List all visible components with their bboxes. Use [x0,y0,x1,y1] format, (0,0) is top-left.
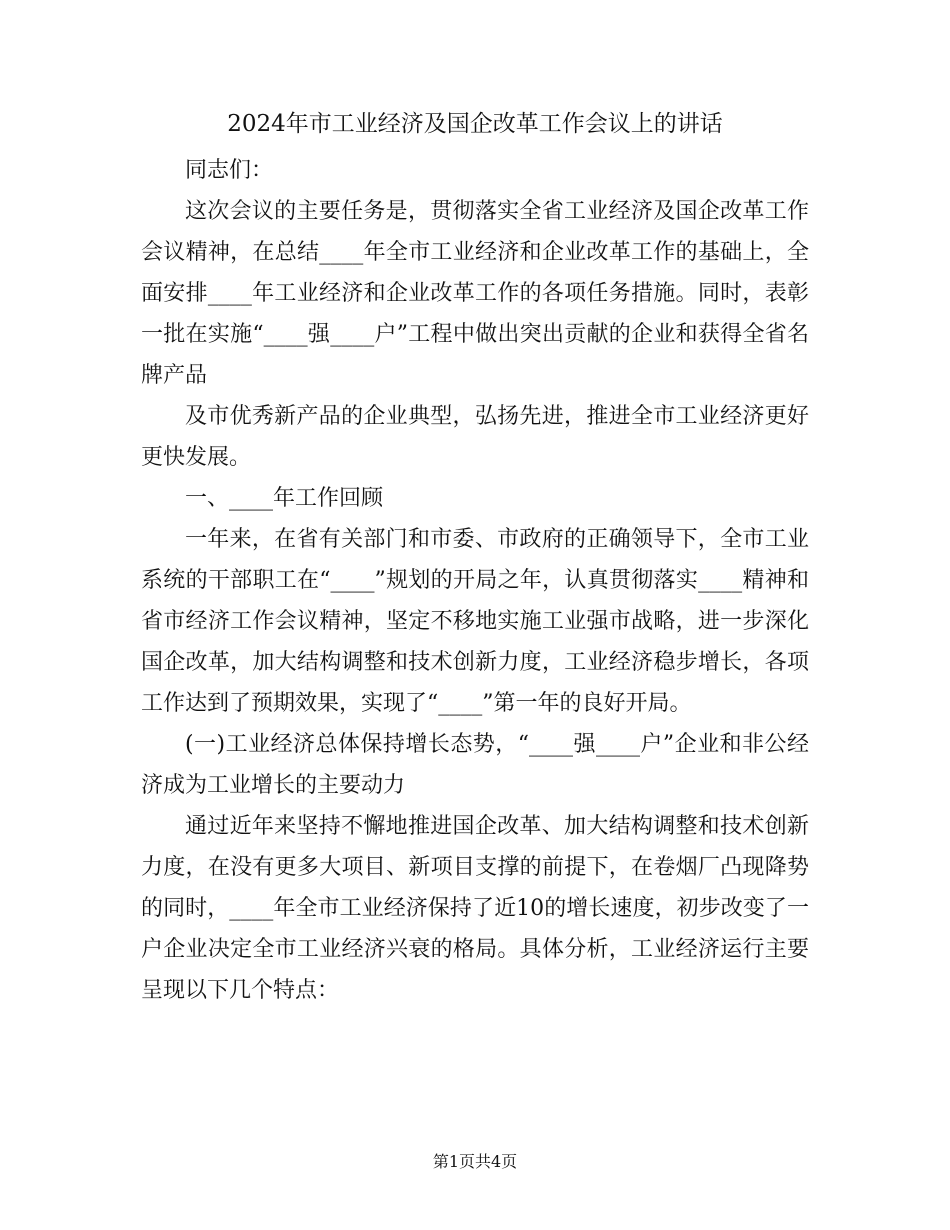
paragraph-growth-details: 通过近年来坚持不懈地推进国企改革、加大结构调整和技术创新力度，在没有更多大项目、新项目支撑的前提下，在卷烟厂凸现降势的同时，____年全市工业经济保持了近10的增长速度，初步改变了一户企业决定全市工业经济兴衰的格局。具体分析，工业经济运行主要呈现以下几个特点： [141,814,809,1003]
paragraph-meeting-tasks: 这次会议的主要任务是，贯彻落实全省工业经济及国企改革工作会议精神，在总结____年全市工业经济和企业改革工作的基础上，全面安排____年工业经济和企业改革工作的各项任务措施。同时，表彰一批在实施“____强____户”工程中做出突出贡献的企业和获得全省名牌产品 [141,199,809,388]
subsection-heading-growth: (一)工业经济总体保持增长态势，“____强____户”企业和非公经济成为工业增长的主要动力 [141,732,809,798]
paragraph-salutation: 同志们： [185,158,274,183]
document-body [141,150,809,1011]
document-title: 2024年市工业经济及国企改革工作会议上的讲话 [227,111,723,137]
paragraph-year-review: 一年来，在省有关部门和市委、市政府的正确领导下，全市工业系统的干部职工在“____”规划的开局之年，认真贯彻落实____精神和省市经济工作会议精神，坚定不移地实施工业强市战略，进一步深化国企改革，加大结构调整和技术创新力度，工业经济稳步增长，各项工作达到了预期效果，实现了“____”第一年的良好开局。 [141,527,809,716]
page-number-footer: 第1页共4页 [432,1152,518,1171]
paragraph-meeting-tasks-continued: 及市优秀新产品的企业典型，弘扬先进，推进全市工业经济更好更快发展。 [141,404,809,470]
section-heading-review: 一、____年工作回顾 [185,486,384,511]
